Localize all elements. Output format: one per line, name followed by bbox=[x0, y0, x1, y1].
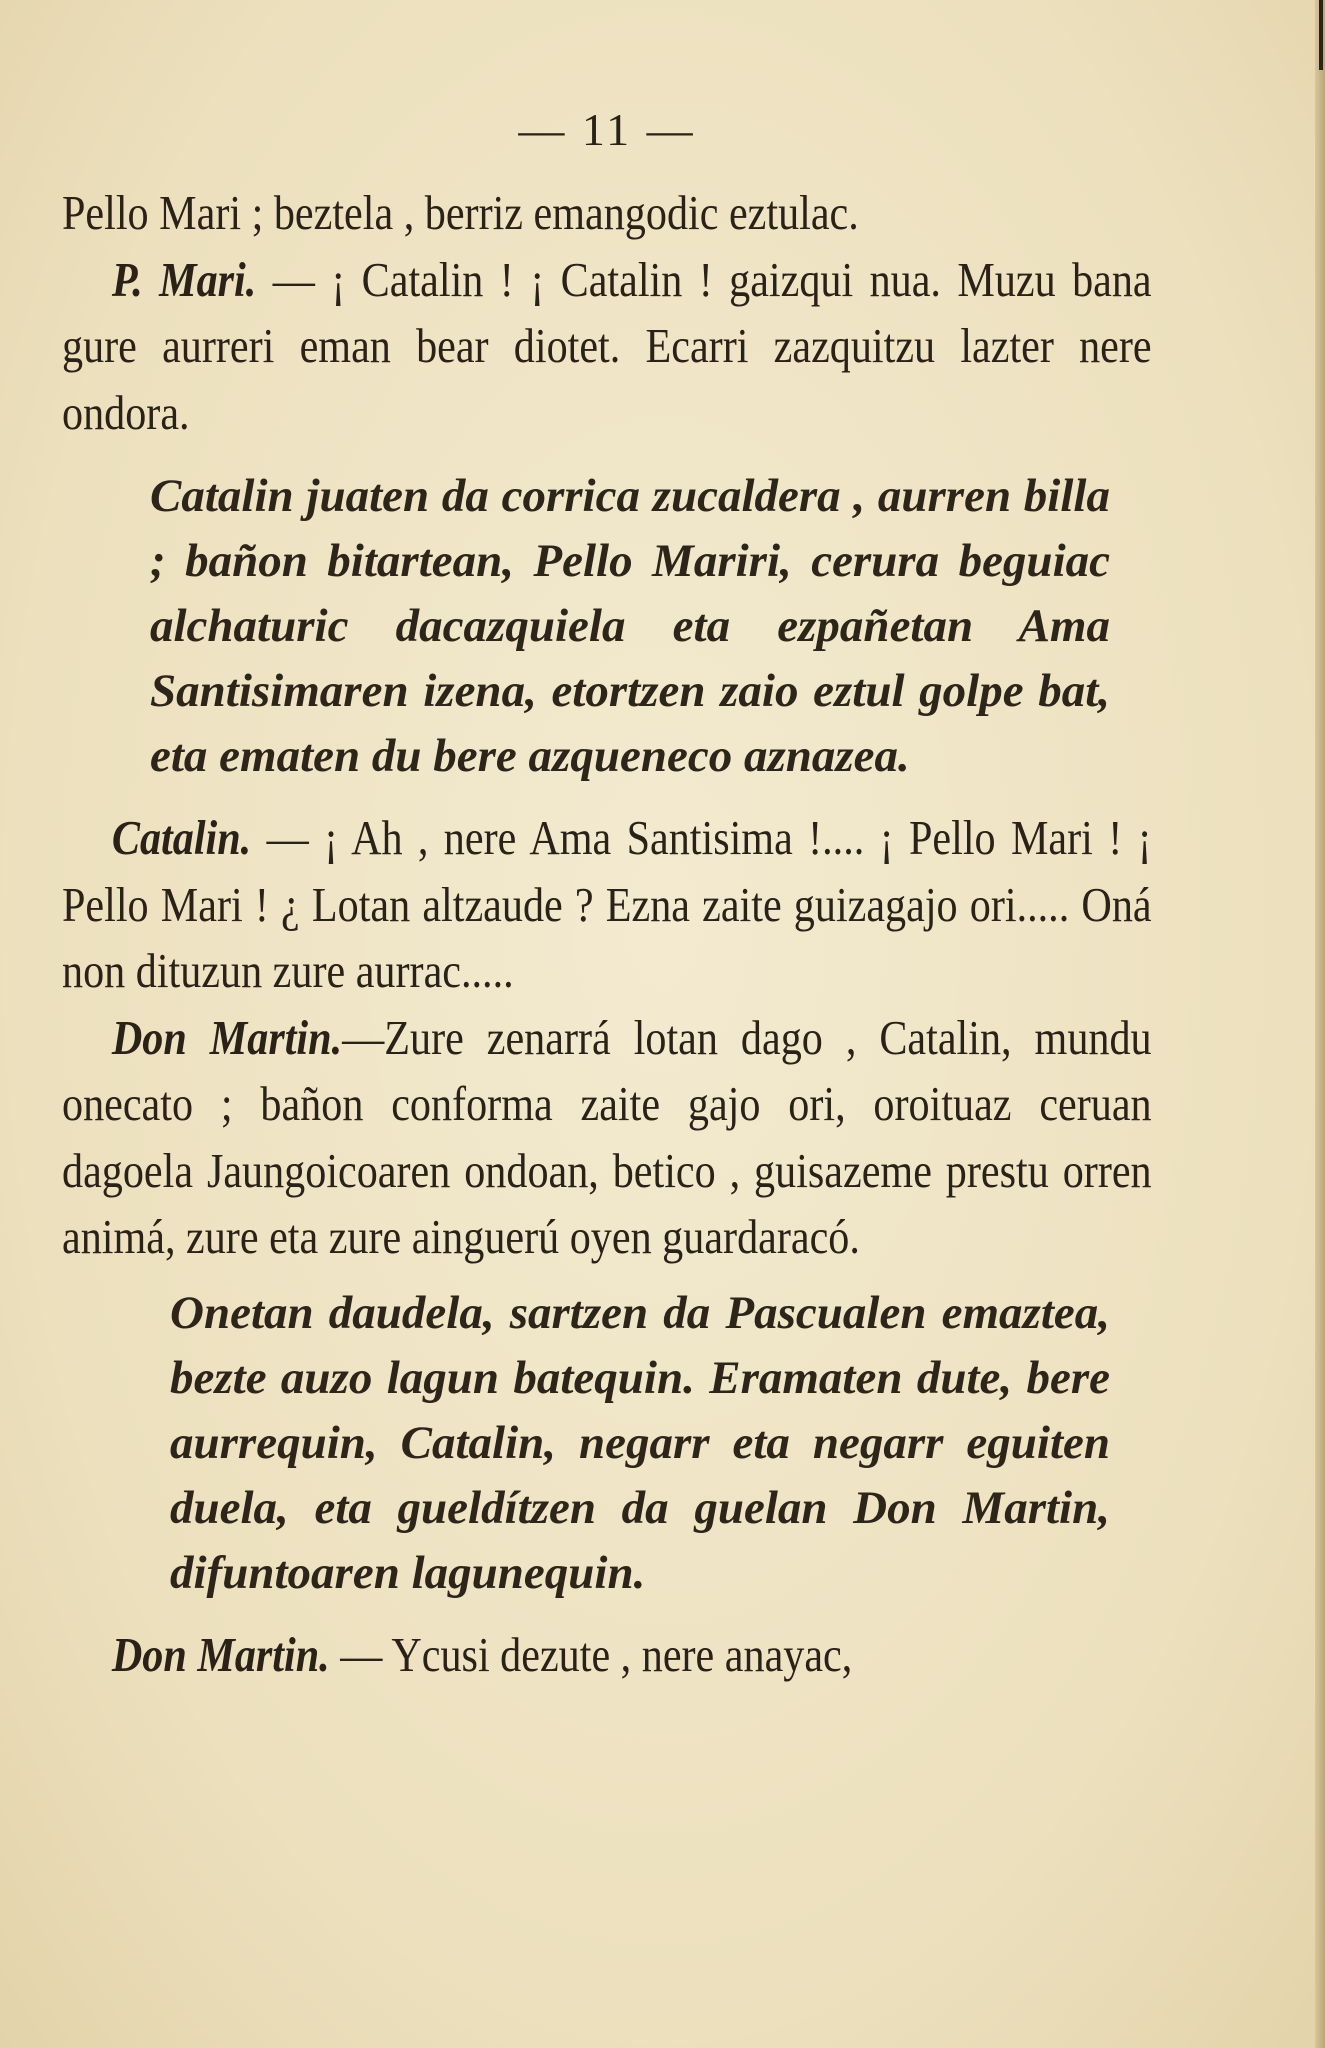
speaker-name: Catalin. bbox=[111, 810, 252, 865]
dialogue-pello-mari bbox=[62, 247, 1152, 447]
stage-direction: Onetan daudela, sartzen da Pascualen emaztea, bezte auzo lagun batequin. Eramaten dute, bere aurrequin, Catalin, negarr eta negarr eguiten duela, eta gueldítzen da guelan Don Martin, difuntoaren lagunequin. bbox=[170, 1286, 1110, 1599]
dialogue-don-martin bbox=[62, 1005, 1152, 1271]
dialogue-text: — Ycusi dezute , nere anayac, bbox=[329, 1626, 853, 1682]
dialogue-text: — ¡ Ah , nere Ama Santisima !.... ¡ Pello Mari ! ¡ Pello Mari ! ¿ Lotan altzaude ? Ezna zaite guizagajo ori..... Oná non dituzun zure aurrac..... bbox=[62, 810, 1152, 998]
speaker-name: Don Martin. bbox=[111, 1626, 330, 1682]
dialogue-text: —Zure zenarrá lotan dago , Catalin, mundu onecato ; bañon conforma zaite gajo ori, oroituaz ceruan dagoela Jaungoicoaren ondoan, betico , guisazeme prestu orren animá, zure eta zure ainguerú oyen guardaracó. bbox=[62, 1009, 1152, 1264]
dialogue-don-martin-2 bbox=[62, 1622, 1152, 1689]
dialogue-catalin bbox=[62, 805, 1152, 1005]
stage-direction: Catalin juaten da corrica zucaldera , aurren billa ; bañon bitartean, Pello Mariri, cerura beguiac alchaturic dacazquiela eta ezpañetan Ama Santisimaren izena, etortzen zaio eztul golpe bat, eta ematen du bere azqueneco aznazea. bbox=[150, 470, 1110, 782]
page-edge-mark bbox=[1319, 0, 1323, 70]
page-edge bbox=[1315, 0, 1325, 2048]
page-number: — 11 — bbox=[518, 104, 696, 155]
speaker-name: Don Martin. bbox=[111, 1009, 343, 1065]
speaker-name: P. Mari. bbox=[111, 251, 257, 307]
book-page bbox=[62, 100, 1152, 1688]
dialogue-text: — ¡ Catalin ! ¡ Catalin ! gaizqui nua. Muzu bana gure aurreri eman bear diotet. Ecarri zazquitzu lazter nere ondora. bbox=[62, 251, 1152, 440]
paragraph-continuation: Pello Mari ; beztela , berriz emangodic eztulac. bbox=[62, 185, 859, 240]
